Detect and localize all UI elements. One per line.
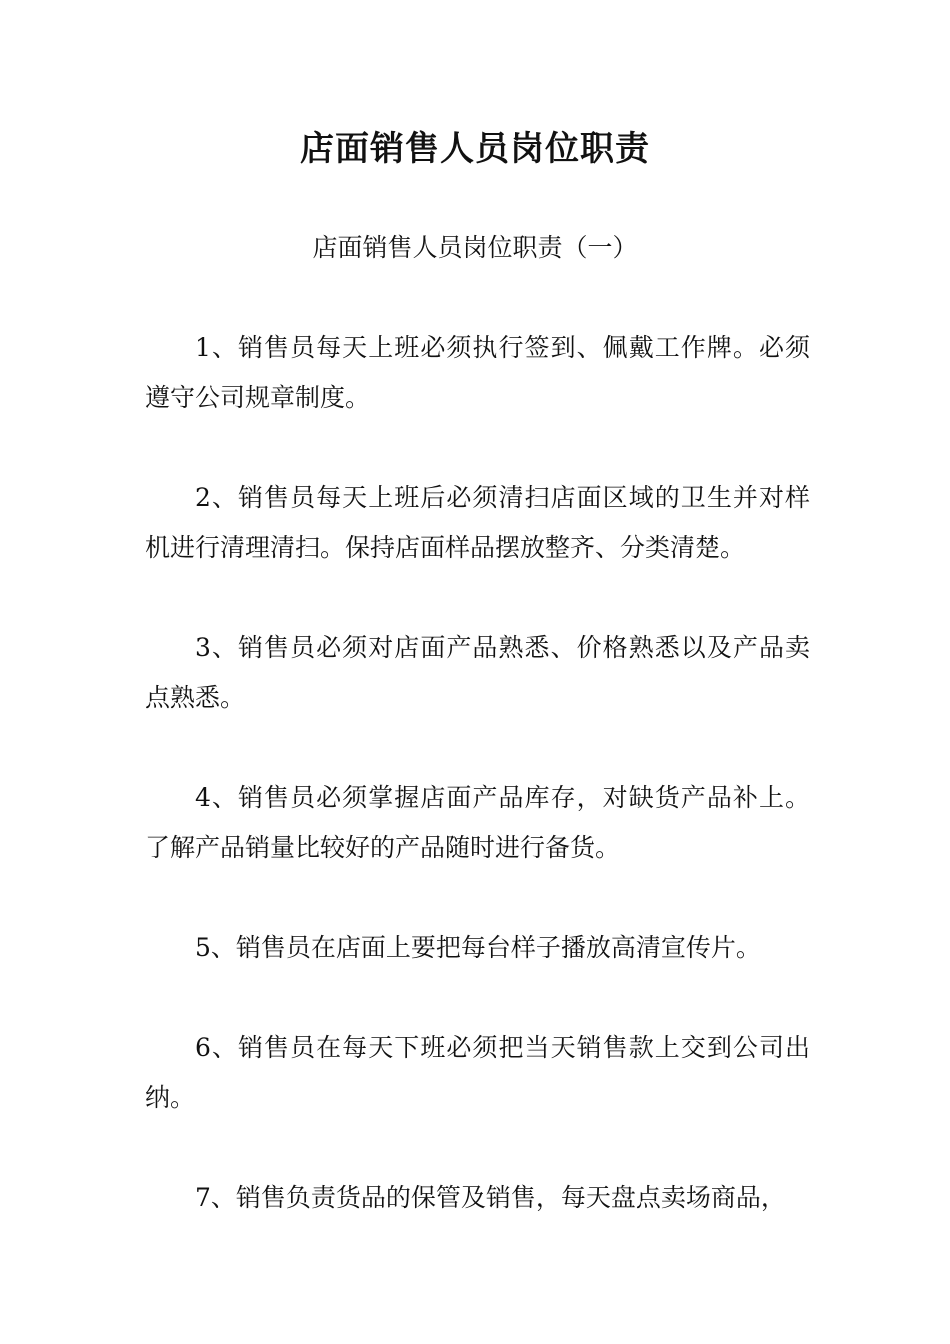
paragraph-7: 7、销售负责货品的保管及销售，每天盘点卖场商品， (195, 1183, 786, 1212)
document-title: 店面销售人员岗位职责 (300, 129, 650, 169)
paragraph-6: 6、销售员在每天下班必须把当天销售款上交到公司出纳。 (145, 1033, 810, 1112)
document-subtitle: 店面销售人员岗位职责（一） (312, 233, 638, 262)
paragraph-3: 3、销售员必须对店面产品熟悉、价格熟悉以及产品卖点熟悉。 (145, 633, 810, 712)
paragraph-1: 1、销售员每天上班必须执行签到、佩戴工作牌。必须遵守公司规章制度。 (145, 333, 810, 412)
paragraph-2: 2、销售员每天上班后必须清扫店面区域的卫生并对样机进行清理清扫。保持店面样品摆放整齐、分类清楚。 (145, 483, 810, 562)
paragraph-4: 4、销售员必须掌握店面产品库存，对缺货产品补上。了解产品销量比较好的产品随时进行备货。 (145, 783, 810, 862)
paragraph-5: 5、销售员在店面上要把每台样子播放高清宣传片。 (195, 933, 761, 962)
